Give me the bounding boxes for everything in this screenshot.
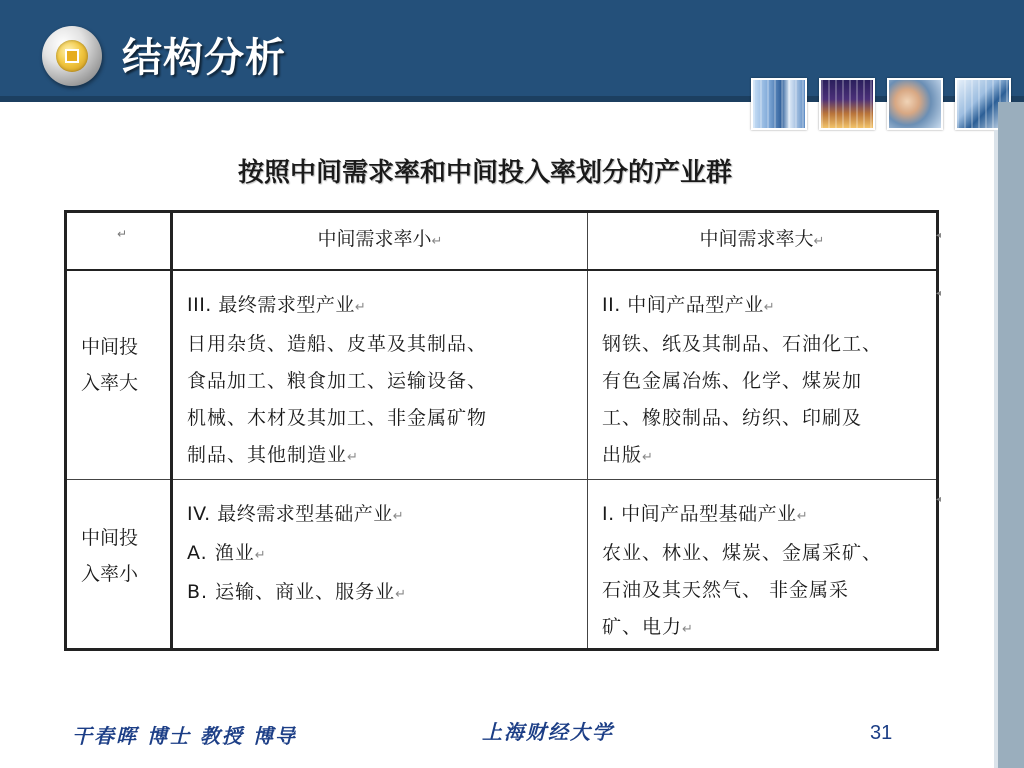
cell-line: 石油及其天然气、 非金属采 (602, 579, 850, 601)
cell-line: 食品加工、粮食加工、运输设备、 (187, 369, 488, 392)
col-header-low-demand (172, 212, 588, 270)
return-mark: ↵ (763, 299, 776, 315)
return-mark: ↵ (254, 548, 267, 563)
return-mark: ↵ (682, 622, 694, 637)
corner-cell (66, 212, 172, 270)
cell-line: 钢铁、纸及其制品、石油化工、 (602, 332, 883, 355)
table-header-row (66, 212, 938, 270)
row-label-line1: 中间投 (81, 527, 139, 549)
return-mark: ↵ (347, 449, 359, 465)
cell-title: IV. 最终需求型基础产业 (187, 503, 393, 525)
col-header-label: 中间需求率大 (699, 228, 814, 251)
return-mark: ↵ (117, 226, 128, 241)
page-number: 31 (870, 722, 893, 744)
cell-line: 制品、其他制造业 (187, 443, 348, 466)
row-label-cell (66, 480, 172, 650)
cell-line: 出版 (602, 443, 643, 466)
cell-line: 机械、木材及其加工、非金属矿物 (187, 406, 488, 429)
photo-skyscraper-glass (751, 78, 807, 130)
right-side-bar (998, 102, 1024, 768)
return-mark: ↵ (431, 234, 443, 250)
col-header-label: 中间需求率小 (317, 228, 432, 251)
table-cell (588, 480, 938, 650)
cell-line: 有色金属冶炼、化学、煤炭加 (602, 369, 863, 392)
cell-line: 农业、林业、煤炭、金属采矿、 (602, 542, 883, 564)
logo-square (65, 49, 79, 63)
cell-line: A. 渔业 (187, 542, 255, 564)
cell-line: B. 运输、商业、服务业 (187, 581, 396, 603)
col-header-high-demand (588, 212, 938, 270)
return-mark: ↵ (354, 299, 367, 315)
return-mark: ↵ (392, 509, 405, 524)
cell-line: 日用杂货、造船、皮革及其制品、 (187, 332, 488, 355)
table-cell (172, 480, 588, 650)
cell-line: 矿、电力 (602, 616, 683, 638)
logo-inner-disc (56, 40, 88, 72)
slide-subtitle: 按照中间需求率和中间投入率划分的产业群 (237, 158, 732, 188)
table-cell (588, 270, 938, 480)
column-marker: ◂ (936, 230, 942, 241)
photo-businessperson-phone (887, 78, 943, 130)
row-label-line2: 入率小 (81, 563, 139, 585)
slide-title: 结构分析 (122, 35, 286, 81)
return-mark: ↵ (642, 449, 654, 465)
table-row (66, 480, 938, 650)
row-label-line2: 入率大 (81, 371, 139, 394)
column-marker: ◂ (936, 494, 942, 505)
return-mark: ↵ (796, 509, 809, 524)
gold-square-button-icon (42, 26, 102, 86)
return-mark: ↵ (813, 234, 825, 250)
row-label-cell (66, 270, 172, 480)
footer-author: 干春晖 博士 教授 博导 (72, 724, 297, 748)
cell-title: III. 最终需求型产业 (187, 293, 355, 316)
row-label-line1: 中间投 (81, 335, 139, 358)
table-row (66, 270, 938, 480)
footer-institution: 上海财经大学 (482, 720, 614, 744)
cell-title: I. 中间产品型基础产业 (602, 503, 797, 525)
column-marker: ◂ (936, 288, 942, 299)
cell-title: II. 中间产品型产业 (602, 293, 764, 316)
cell-line: 工、橡胶制品、纺织、印刷及 (602, 406, 863, 429)
photo-city-night (819, 78, 875, 130)
industry-group-table (64, 210, 942, 651)
table-cell (172, 270, 588, 480)
return-mark: ↵ (395, 587, 408, 602)
